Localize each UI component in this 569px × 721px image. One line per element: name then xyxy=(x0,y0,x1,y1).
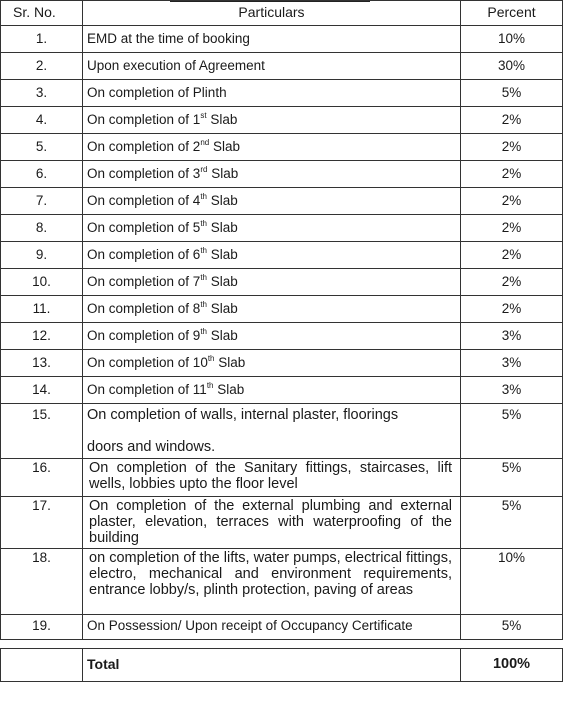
particulars-prefix: On completion of 9 xyxy=(87,328,201,343)
particulars-suffix: Slab xyxy=(207,274,238,289)
row-percent: 5% xyxy=(461,459,563,497)
ordinal-suffix: nd xyxy=(200,138,210,147)
ordinal-suffix: st xyxy=(200,111,207,120)
row-sr-no: 15. xyxy=(1,404,83,459)
table-row xyxy=(1,377,563,404)
row-sr-no: 9. xyxy=(1,242,83,269)
row-particulars xyxy=(83,134,461,161)
table-row xyxy=(1,549,563,615)
particulars-suffix: Slab xyxy=(207,301,238,316)
particulars-suffix: Slab xyxy=(207,166,239,181)
row-sr-no: 1. xyxy=(1,26,83,53)
header-particulars: Particulars xyxy=(83,1,461,26)
total-label: Total xyxy=(83,649,461,682)
row-particulars xyxy=(83,404,461,459)
particulars-prefix: On completion of 11 xyxy=(87,382,207,397)
particulars-suffix: Slab xyxy=(207,193,238,208)
row-percent: 2% xyxy=(461,107,563,134)
row-percent: 2% xyxy=(461,134,563,161)
table-row xyxy=(1,80,563,107)
spacer-cell xyxy=(83,640,461,649)
row-percent: 10% xyxy=(461,549,563,615)
row-sr-no: 19. xyxy=(1,615,83,640)
total-sr-cell xyxy=(1,649,83,682)
row-percent: 2% xyxy=(461,269,563,296)
particulars-suffix: Slab xyxy=(207,220,238,235)
row-percent: 2% xyxy=(461,296,563,323)
row-sr-no: 10. xyxy=(1,269,83,296)
row-particulars: On completion of Plinth xyxy=(83,80,461,107)
row-particulars xyxy=(83,377,461,404)
row-sr-no: 13. xyxy=(1,350,83,377)
ordinal-suffix: th xyxy=(200,273,207,282)
particulars-suffix: Slab xyxy=(206,112,238,127)
row-particulars xyxy=(83,188,461,215)
row-sr-no: 17. xyxy=(1,497,83,549)
row-sr-no: 7. xyxy=(1,188,83,215)
row-sr-no: 3. xyxy=(1,80,83,107)
row-percent: 3% xyxy=(461,350,563,377)
row-percent: 3% xyxy=(461,323,563,350)
particulars-suffix: Slab xyxy=(209,139,241,154)
total-row xyxy=(1,649,563,682)
table-row xyxy=(1,459,563,497)
row-percent: 2% xyxy=(461,161,563,188)
table-row xyxy=(1,26,563,53)
particulars-line-2: doors and windows. xyxy=(87,439,216,455)
table-row xyxy=(1,188,563,215)
ordinal-suffix: th xyxy=(200,246,207,255)
row-particulars: On completion of the Sanitary fittings, staircases, lift wells, lobbies upto the floor level xyxy=(83,459,461,497)
table-row xyxy=(1,350,563,377)
spacer-cell xyxy=(1,640,83,649)
row-sr-no: 6. xyxy=(1,161,83,188)
table-row xyxy=(1,404,563,459)
table-row xyxy=(1,323,563,350)
particulars-suffix: Slab xyxy=(213,382,245,397)
row-sr-no: 11. xyxy=(1,296,83,323)
row-percent: 3% xyxy=(461,377,563,404)
row-percent: 2% xyxy=(461,188,563,215)
row-percent: 5% xyxy=(461,404,563,459)
row-sr-no: 5. xyxy=(1,134,83,161)
row-particulars xyxy=(83,269,461,296)
table-row xyxy=(1,242,563,269)
spacer-row xyxy=(1,640,563,649)
row-percent: 2% xyxy=(461,215,563,242)
row-sr-no: 4. xyxy=(1,107,83,134)
particulars-prefix: On completion of 4 xyxy=(87,193,201,208)
row-sr-no: 14. xyxy=(1,377,83,404)
ordinal-suffix: th xyxy=(200,300,207,309)
row-particulars xyxy=(83,323,461,350)
ordinal-suffix: th xyxy=(200,192,207,201)
row-percent: 5% xyxy=(461,497,563,549)
ordinal-suffix: rd xyxy=(200,165,208,174)
row-particulars xyxy=(83,215,461,242)
particulars-line-1: On completion of walls, internal plaster, floorings xyxy=(87,407,399,423)
header-percent: Percent xyxy=(461,1,563,26)
table-row xyxy=(1,497,563,549)
particulars-suffix: Slab xyxy=(207,247,238,262)
row-percent: 5% xyxy=(461,615,563,640)
row-particulars xyxy=(83,350,461,377)
header-sr-no: Sr. No. xyxy=(1,1,83,26)
table-row xyxy=(1,107,563,134)
table-row xyxy=(1,53,563,80)
row-sr-no: 12. xyxy=(1,323,83,350)
ordinal-suffix: th xyxy=(206,381,214,390)
particulars-prefix: On completion of 8 xyxy=(87,301,201,316)
particulars-prefix: On completion of 1 xyxy=(87,112,201,127)
row-percent: 5% xyxy=(461,80,563,107)
spacer-cell xyxy=(461,640,563,649)
table-row xyxy=(1,296,563,323)
row-sr-no: 16. xyxy=(1,459,83,497)
particulars-prefix: On completion of 7 xyxy=(87,274,201,289)
row-sr-no: 2. xyxy=(1,53,83,80)
row-particulars xyxy=(83,296,461,323)
row-particulars: EMD at the time of booking xyxy=(83,26,461,53)
ordinal-suffix: th xyxy=(200,219,207,228)
particulars-prefix: On completion of 3 xyxy=(87,166,201,181)
row-sr-no: 18. xyxy=(1,549,83,615)
table-row xyxy=(1,161,563,188)
ordinal-suffix: th xyxy=(200,327,207,336)
row-particulars xyxy=(83,161,461,188)
row-particulars: Upon execution of Agreement xyxy=(83,53,461,80)
table-header-row xyxy=(1,1,563,26)
particulars-prefix: On completion of 10 xyxy=(87,355,208,370)
particulars-prefix: On completion of 2 xyxy=(87,139,201,154)
row-sr-no: 8. xyxy=(1,215,83,242)
table-row xyxy=(1,615,563,640)
table-row xyxy=(1,134,563,161)
row-particulars: On completion of the external plumbing and external plaster, elevation, terraces with waterproofing of the building xyxy=(83,497,461,549)
particulars-prefix: On completion of 5 xyxy=(87,220,201,235)
row-particulars xyxy=(83,242,461,269)
row-particulars xyxy=(83,107,461,134)
row-percent: 10% xyxy=(461,26,563,53)
particulars-suffix: Slab xyxy=(207,328,238,343)
table-row xyxy=(1,215,563,242)
row-particulars: on completion of the lifts, water pumps, electrical fittings, electro, mechanical and environment requirements, entrance lobby/s, plinth protection, paving of areas xyxy=(83,549,461,615)
particulars-prefix: On completion of 6 xyxy=(87,247,201,262)
row-particulars: On Possession/ Upon receipt of Occupancy Certificate xyxy=(83,615,461,640)
particulars-suffix: Slab xyxy=(214,355,246,370)
total-percent: 100% xyxy=(461,649,563,682)
row-percent: 30% xyxy=(461,53,563,80)
row-percent: 2% xyxy=(461,242,563,269)
ordinal-suffix: th xyxy=(207,354,215,363)
table-row xyxy=(1,269,563,296)
